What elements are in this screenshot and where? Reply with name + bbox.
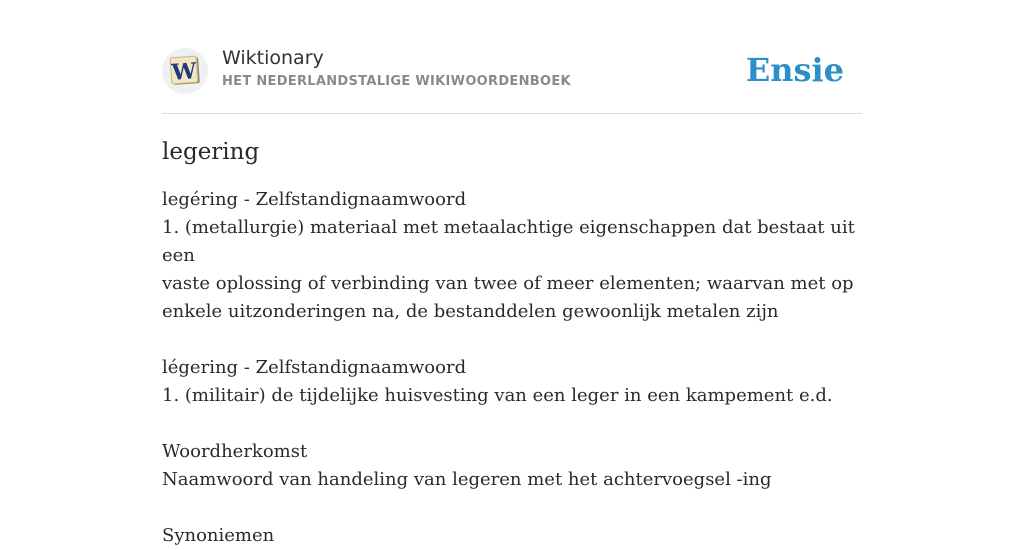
synonyms-heading: Synoniemen [162, 525, 275, 546]
svg-text:W: W [170, 58, 198, 86]
definition-line: enkele uitzonderingen na, de bestanddelen gewoonlijk metalen zijn [162, 301, 779, 322]
site-tagline: HET NEDERLANDSTALIGE WIKIWOORDENBOEK [222, 74, 571, 89]
definition-line: 1. (metallurgie) materiaal met metaalachtige eigenschappen dat bestaat uit een [162, 217, 855, 266]
section-spacer [162, 410, 862, 438]
site-name[interactable]: Wiktionary [222, 47, 324, 69]
section-spacer [162, 494, 862, 522]
sense-heading: légering - Zelfstandignaamwoord [162, 357, 467, 378]
etymology-text: Naamwoord van handeling van legeren met het achtervoegsel -ing [162, 469, 772, 490]
wiktionary-logo-icon[interactable] [162, 48, 208, 94]
definition-line: vaste oplossing of verbinding van twee of meer elementen; waarvan met op [162, 273, 854, 294]
definition-line: 1. (militair) de tijdelijke huisvesting van een leger in een kampement e.d. [162, 385, 833, 406]
entry-content [162, 134, 862, 550]
ensie-brand-logo[interactable]: Ensie [745, 51, 844, 89]
site-header [162, 44, 862, 114]
page-title: legering [162, 139, 260, 165]
sense-heading: legéring - Zelfstandignaamwoord [162, 189, 467, 210]
etymology-heading: Woordherkomst [162, 441, 308, 462]
section-spacer [162, 326, 862, 354]
